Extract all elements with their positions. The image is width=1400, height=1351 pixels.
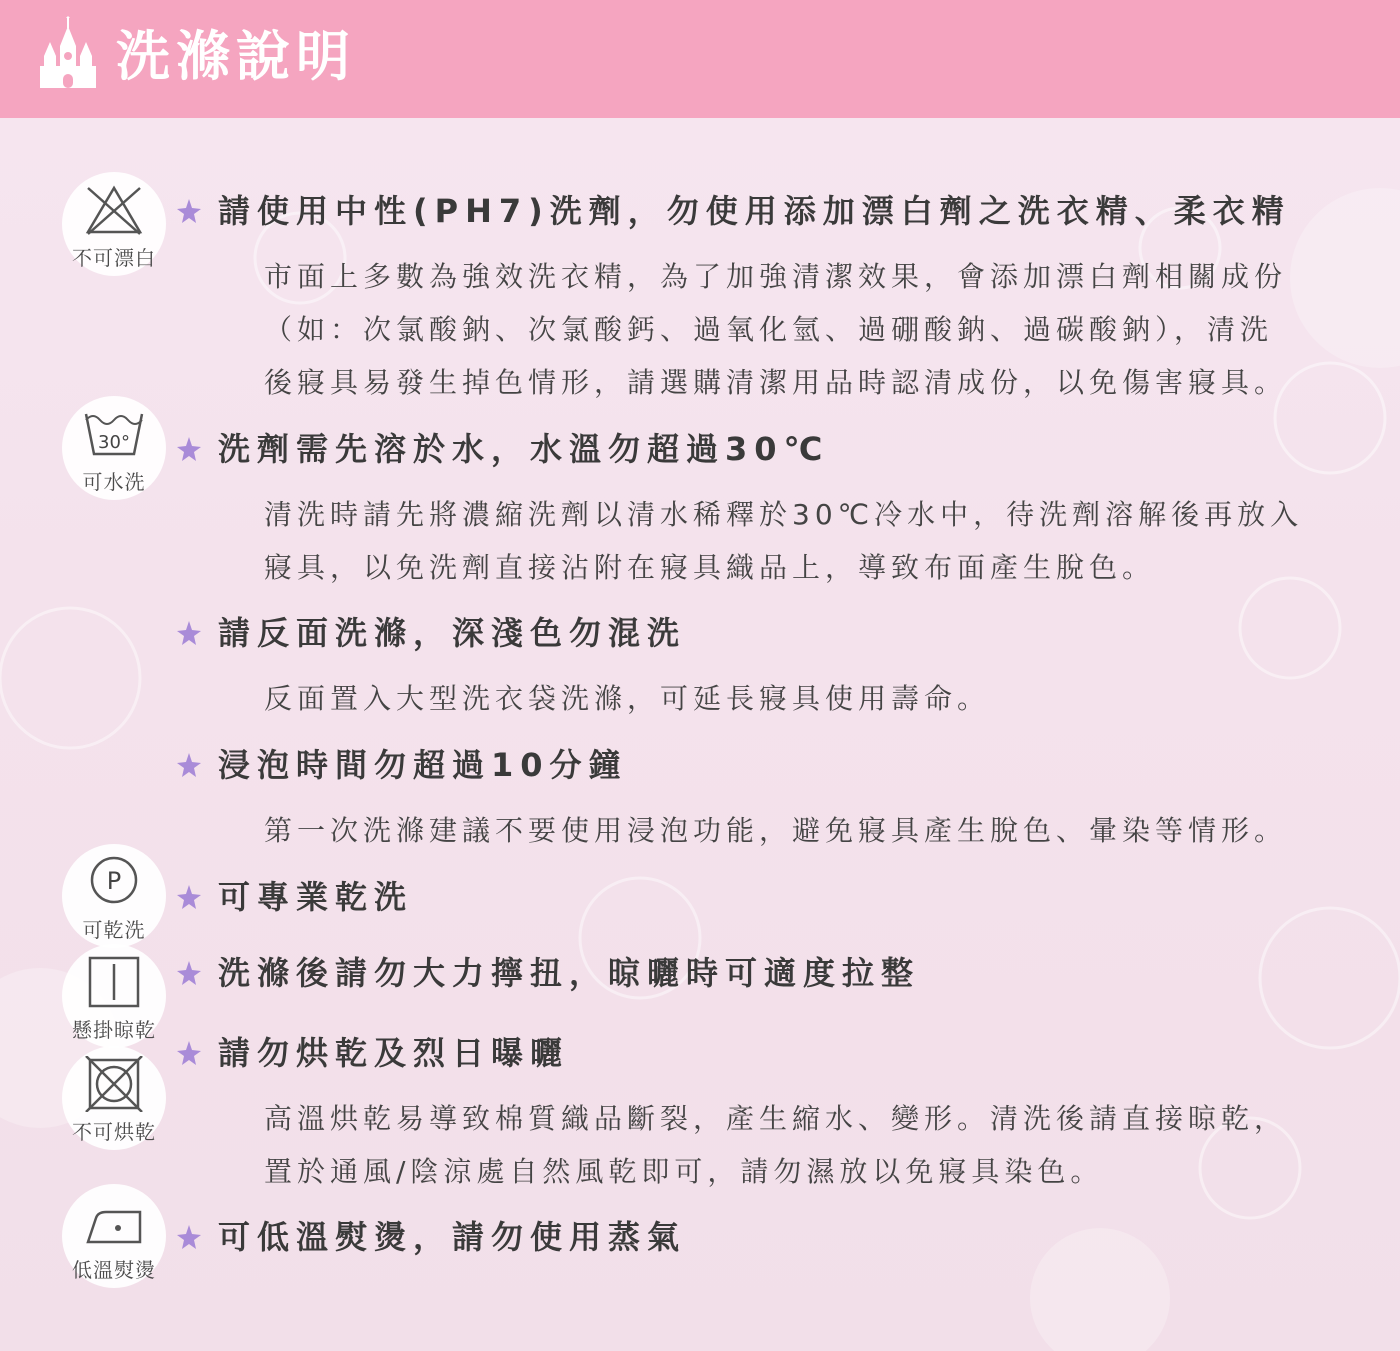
star-bullet-icon	[176, 620, 202, 646]
section-heading: 洗劑需先溶於水，水溫勿超過30℃	[218, 430, 830, 468]
section-line: （如：次氯酸鈉、次氯酸鈣、過氧化氫、過硼酸鈉、過碳酸鈉），清洗	[264, 313, 1274, 346]
section-body	[264, 804, 1364, 857]
care-icon-label: 可水洗	[82, 470, 146, 494]
section-body	[264, 250, 1364, 409]
care-icon-dry-clean	[62, 844, 166, 948]
section-line: 寢具，以免洗劑直接沾附在寢具織品上，導致布面產生脫色。	[264, 551, 1156, 584]
care-icon-low-iron	[62, 1184, 166, 1288]
section-line: 高溫烘乾易導致棉質織品斷裂，產生縮水、變形。清洗後請直接晾乾，	[264, 1102, 1288, 1135]
section-heading: 洗滌後請勿大力擰扭，晾曬時可適度拉整	[218, 954, 921, 992]
castle-icon	[40, 16, 96, 90]
section-line: 後寢具易發生掉色情形，請選購清潔用品時認清成份，以免傷害寢具。	[264, 366, 1288, 399]
care-icon-label: 懸掛晾乾	[72, 1018, 156, 1042]
no-bleach-icon	[84, 182, 144, 238]
section-line: 置於通風/陰涼處自然風乾即可，請勿濕放以免寢具染色。	[264, 1155, 1104, 1188]
section-heading: 請使用中性(PH7)洗劑，勿使用添加漂白劑之洗衣精、柔衣精	[218, 192, 1291, 230]
section-body	[264, 672, 1364, 725]
wash-30-icon	[84, 406, 144, 462]
section-body	[264, 488, 1364, 594]
care-icon-hang-dry	[62, 944, 166, 1048]
dry-clean-icon	[84, 854, 144, 910]
care-icon-label: 可乾洗	[82, 918, 146, 942]
section-heading: 浸泡時間勿超過10分鐘	[218, 746, 628, 784]
section-heading: 可專業乾洗	[218, 878, 414, 916]
wash-temperature-value: 30°	[98, 432, 130, 453]
star-bullet-icon	[176, 1224, 202, 1250]
hang-dry-icon	[84, 954, 144, 1010]
section-heading: 請勿烘乾及烈日曝曬	[218, 1034, 570, 1072]
care-icon-label: 低溫熨燙	[72, 1258, 156, 1282]
care-icon-label: 不可烘乾	[72, 1120, 156, 1144]
care-icon-wash-30	[62, 396, 166, 500]
section-heading: 可低溫熨燙，請勿使用蒸氣	[218, 1218, 687, 1256]
star-bullet-icon	[176, 884, 202, 910]
low-iron-icon	[84, 1194, 144, 1250]
dry-clean-letter: P	[106, 867, 122, 895]
section-body	[264, 1092, 1364, 1198]
star-bullet-icon	[176, 1040, 202, 1066]
care-icon-label: 不可漂白	[72, 246, 156, 270]
section-line: 反面置入大型洗衣袋洗滌，可延長寢具使用壽命。	[264, 682, 991, 715]
section-line: 第一次洗滌建議不要使用浸泡功能，避免寢具產生脫色、暈染等情形。	[264, 814, 1288, 847]
star-bullet-icon	[176, 960, 202, 986]
section-heading: 請反面洗滌，深淺色勿混洗	[218, 614, 687, 652]
page-title: 洗滌說明	[116, 25, 356, 88]
section-line: 清洗時請先將濃縮洗劑以清水稀釋於30℃冷水中，待洗劑溶解後再放入	[264, 498, 1304, 531]
section-line: 市面上多數為強效洗衣精，為了加強清潔效果，會添加漂白劑相關成份	[264, 260, 1288, 293]
star-bullet-icon	[176, 198, 202, 224]
care-icon-no-tumble-dry	[62, 1046, 166, 1150]
star-bullet-icon	[176, 752, 202, 778]
header-banner	[0, 0, 1400, 118]
care-icon-no-bleach	[62, 172, 166, 276]
no-tumble-dry-icon	[84, 1056, 144, 1112]
star-bullet-icon	[176, 436, 202, 462]
